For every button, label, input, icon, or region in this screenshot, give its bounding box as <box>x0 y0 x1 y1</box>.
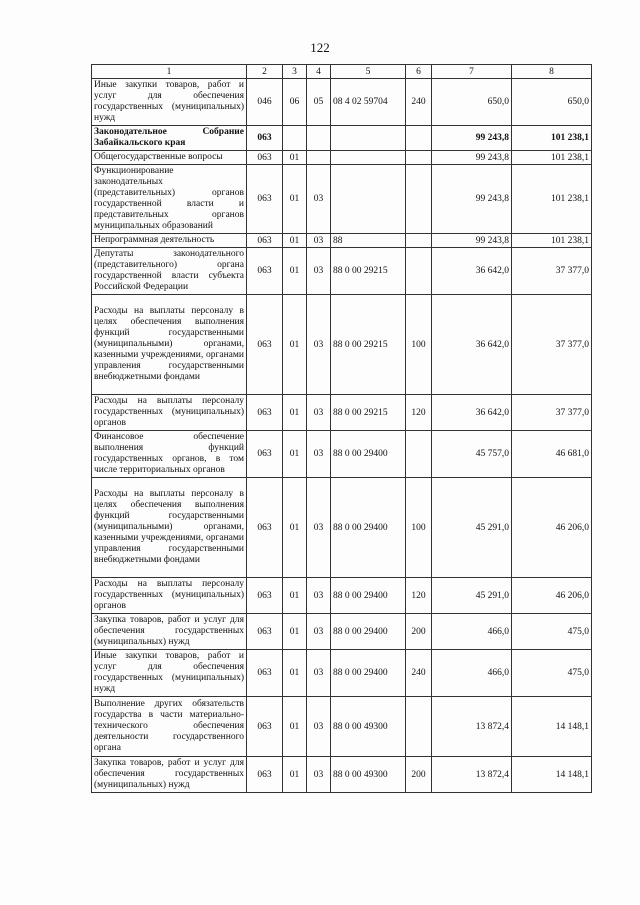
row-amount-year-1: 36 642,0 <box>432 295 512 395</box>
row-gl-code: 063 <box>247 478 283 578</box>
row-name: Выполнение других обязательств государства в части материально-технического обеспечения деятельности государственного органа <box>92 697 247 757</box>
row-subsection: 03 <box>307 614 331 650</box>
col-header-4: 4 <box>307 65 331 79</box>
row-section: 01 <box>283 395 307 431</box>
row-gl-code: 063 <box>247 248 283 295</box>
row-section: 01 <box>283 614 307 650</box>
row-subsection: 03 <box>307 431 331 478</box>
table-row <box>92 151 592 165</box>
row-expense-type: 200 <box>406 757 432 793</box>
row-amount-year-1: 650,0 <box>432 79 512 126</box>
row-section: 06 <box>283 79 307 126</box>
row-expense-type: 240 <box>406 79 432 126</box>
table-row <box>92 248 592 295</box>
row-amount-year-2: 46 206,0 <box>512 478 592 578</box>
row-section: 01 <box>283 165 307 234</box>
row-expense-type <box>406 165 432 234</box>
row-section <box>283 126 307 151</box>
row-gl-code: 063 <box>247 126 283 151</box>
row-target-article: 88 0 00 29215 <box>331 248 406 295</box>
row-gl-code: 063 <box>247 650 283 697</box>
header-row <box>92 65 592 79</box>
table-row <box>92 395 592 431</box>
row-gl-code: 063 <box>247 578 283 614</box>
row-name: Иные закупки товаров, работ и услуг для обеспечения государственных (муниципальных) нужд <box>92 650 247 697</box>
row-target-article: 88 0 00 29400 <box>331 614 406 650</box>
row-expense-type <box>406 697 432 757</box>
row-expense-type: 100 <box>406 478 432 578</box>
row-section: 01 <box>283 234 307 248</box>
row-expense-type <box>406 151 432 165</box>
row-subsection: 03 <box>307 395 331 431</box>
row-amount-year-1: 99 243,8 <box>432 126 512 151</box>
row-section: 01 <box>283 757 307 793</box>
row-amount-year-2: 46 681,0 <box>512 431 592 478</box>
row-name: Финансовое обеспечение выполнения функций государственных органов, в том числе территориальных органов <box>92 431 247 478</box>
row-target-article: 88 0 00 29400 <box>331 578 406 614</box>
row-gl-code: 063 <box>247 234 283 248</box>
row-amount-year-1: 45 291,0 <box>432 478 512 578</box>
col-header-3: 3 <box>283 65 307 79</box>
row-amount-year-1: 36 642,0 <box>432 248 512 295</box>
row-name: Расходы на выплаты персоналу государственных (муниципальных) органов <box>92 578 247 614</box>
row-section: 01 <box>283 151 307 165</box>
row-target-article: 88 0 00 49300 <box>331 697 406 757</box>
col-header-6: 6 <box>406 65 432 79</box>
row-target-article: 88 0 00 29215 <box>331 295 406 395</box>
table-row <box>92 578 592 614</box>
row-section: 01 <box>283 295 307 395</box>
row-target-article <box>331 151 406 165</box>
table-row <box>92 165 592 234</box>
row-amount-year-1: 466,0 <box>432 650 512 697</box>
row-section: 01 <box>283 650 307 697</box>
row-amount-year-2: 475,0 <box>512 614 592 650</box>
row-expense-type <box>406 431 432 478</box>
row-subsection: 03 <box>307 248 331 295</box>
row-name: Расходы на выплаты персоналу в целях обеспечения выполнения функций государственными (муниципальными) органами, казенными учреждениями, органами управления государственными внебюджетными фондами <box>92 478 247 578</box>
row-subsection: 03 <box>307 478 331 578</box>
table-row <box>92 431 592 478</box>
row-gl-code: 063 <box>247 395 283 431</box>
col-header-1: 1 <box>92 65 247 79</box>
row-amount-year-1: 99 243,8 <box>432 151 512 165</box>
row-gl-code: 063 <box>247 295 283 395</box>
row-amount-year-2: 101 238,1 <box>512 165 592 234</box>
row-expense-type <box>406 234 432 248</box>
row-amount-year-2: 101 238,1 <box>512 151 592 165</box>
row-subsection: 03 <box>307 234 331 248</box>
row-subsection: 05 <box>307 79 331 126</box>
row-target-article: 88 0 00 29400 <box>331 431 406 478</box>
row-target-article <box>331 165 406 234</box>
row-name: Расходы на выплаты персоналу государственных (муниципальных) органов <box>92 395 247 431</box>
row-expense-type: 200 <box>406 614 432 650</box>
row-section: 01 <box>283 431 307 478</box>
table-row <box>92 478 592 578</box>
row-amount-year-1: 45 757,0 <box>432 431 512 478</box>
row-amount-year-1: 13 872,4 <box>432 757 512 793</box>
row-amount-year-2: 14 148,1 <box>512 757 592 793</box>
row-gl-code: 046 <box>247 79 283 126</box>
row-target-article: 88 0 00 49300 <box>331 757 406 793</box>
row-subsection: 03 <box>307 295 331 395</box>
row-gl-code: 063 <box>247 431 283 478</box>
row-name: Расходы на выплаты персоналу в целях обеспечения выполнения функций государственными (муниципальными) органами, казенными учреждениями, органами управления государственными внебюджетными фондами <box>92 295 247 395</box>
row-amount-year-1: 36 642,0 <box>432 395 512 431</box>
table-row <box>92 757 592 793</box>
budget-table <box>91 64 592 793</box>
row-expense-type: 240 <box>406 650 432 697</box>
row-amount-year-1: 13 872,4 <box>432 697 512 757</box>
row-expense-type: 120 <box>406 578 432 614</box>
table-row <box>92 79 592 126</box>
row-target-article: 88 <box>331 234 406 248</box>
row-name: Законодательное Собрание Забайкальского края <box>92 126 247 151</box>
row-target-article <box>331 126 406 151</box>
row-name: Функционирование законодательных (представительных) органов государственной власти и представительных органов муниципальных образований <box>92 165 247 234</box>
row-amount-year-2: 101 238,1 <box>512 126 592 151</box>
row-subsection: 03 <box>307 578 331 614</box>
row-gl-code: 063 <box>247 614 283 650</box>
row-section: 01 <box>283 478 307 578</box>
table-row <box>92 614 592 650</box>
row-name: Депутаты законодательного (представительного) органа государственной власти субъекта Российской Федерации <box>92 248 247 295</box>
row-subsection: 03 <box>307 697 331 757</box>
row-gl-code: 063 <box>247 697 283 757</box>
col-header-7: 7 <box>432 65 512 79</box>
row-target-article: 88 0 00 29400 <box>331 650 406 697</box>
row-amount-year-2: 37 377,0 <box>512 295 592 395</box>
row-name: Закупка товаров, работ и услуг для обеспечения государственных (муниципальных) нужд <box>92 757 247 793</box>
row-subsection <box>307 151 331 165</box>
row-gl-code: 063 <box>247 165 283 234</box>
row-section: 01 <box>283 578 307 614</box>
row-target-article: 08 4 02 59704 <box>331 79 406 126</box>
row-amount-year-2: 46 206,0 <box>512 578 592 614</box>
row-name: Иные закупки товаров, работ и услуг для обеспечения государственных (муниципальных) нужд <box>92 79 247 126</box>
row-amount-year-1: 45 291,0 <box>432 578 512 614</box>
col-header-2: 2 <box>247 65 283 79</box>
page-number: 122 <box>310 40 330 55</box>
row-name: Общегосударственные вопросы <box>92 151 247 165</box>
table-row <box>92 295 592 395</box>
table-row <box>92 234 592 248</box>
col-header-5: 5 <box>331 65 406 79</box>
row-gl-code: 063 <box>247 151 283 165</box>
row-name: Закупка товаров, работ и услуг для обеспечения государственных (муниципальных) нужд <box>92 614 247 650</box>
row-amount-year-1: 99 243,8 <box>432 165 512 234</box>
row-gl-code: 063 <box>247 757 283 793</box>
row-target-article: 88 0 00 29215 <box>331 395 406 431</box>
row-expense-type <box>406 126 432 151</box>
col-header-8: 8 <box>512 65 592 79</box>
row-expense-type <box>406 248 432 295</box>
row-subsection: 03 <box>307 757 331 793</box>
row-section: 01 <box>283 248 307 295</box>
row-subsection <box>307 126 331 151</box>
row-amount-year-2: 101 238,1 <box>512 234 592 248</box>
table-row <box>92 126 592 151</box>
row-subsection: 03 <box>307 165 331 234</box>
row-amount-year-2: 37 377,0 <box>512 395 592 431</box>
row-amount-year-2: 475,0 <box>512 650 592 697</box>
row-amount-year-1: 99 243,8 <box>432 234 512 248</box>
row-section: 01 <box>283 697 307 757</box>
row-name: Непрограммная деятельность <box>92 234 247 248</box>
row-amount-year-2: 14 148,1 <box>512 697 592 757</box>
row-amount-year-1: 466,0 <box>432 614 512 650</box>
table-row <box>92 697 592 757</box>
row-subsection: 03 <box>307 650 331 697</box>
row-amount-year-2: 37 377,0 <box>512 248 592 295</box>
row-expense-type: 100 <box>406 295 432 395</box>
row-amount-year-2: 650,0 <box>512 79 592 126</box>
row-target-article: 88 0 00 29400 <box>331 478 406 578</box>
table-row <box>92 650 592 697</box>
row-expense-type: 120 <box>406 395 432 431</box>
